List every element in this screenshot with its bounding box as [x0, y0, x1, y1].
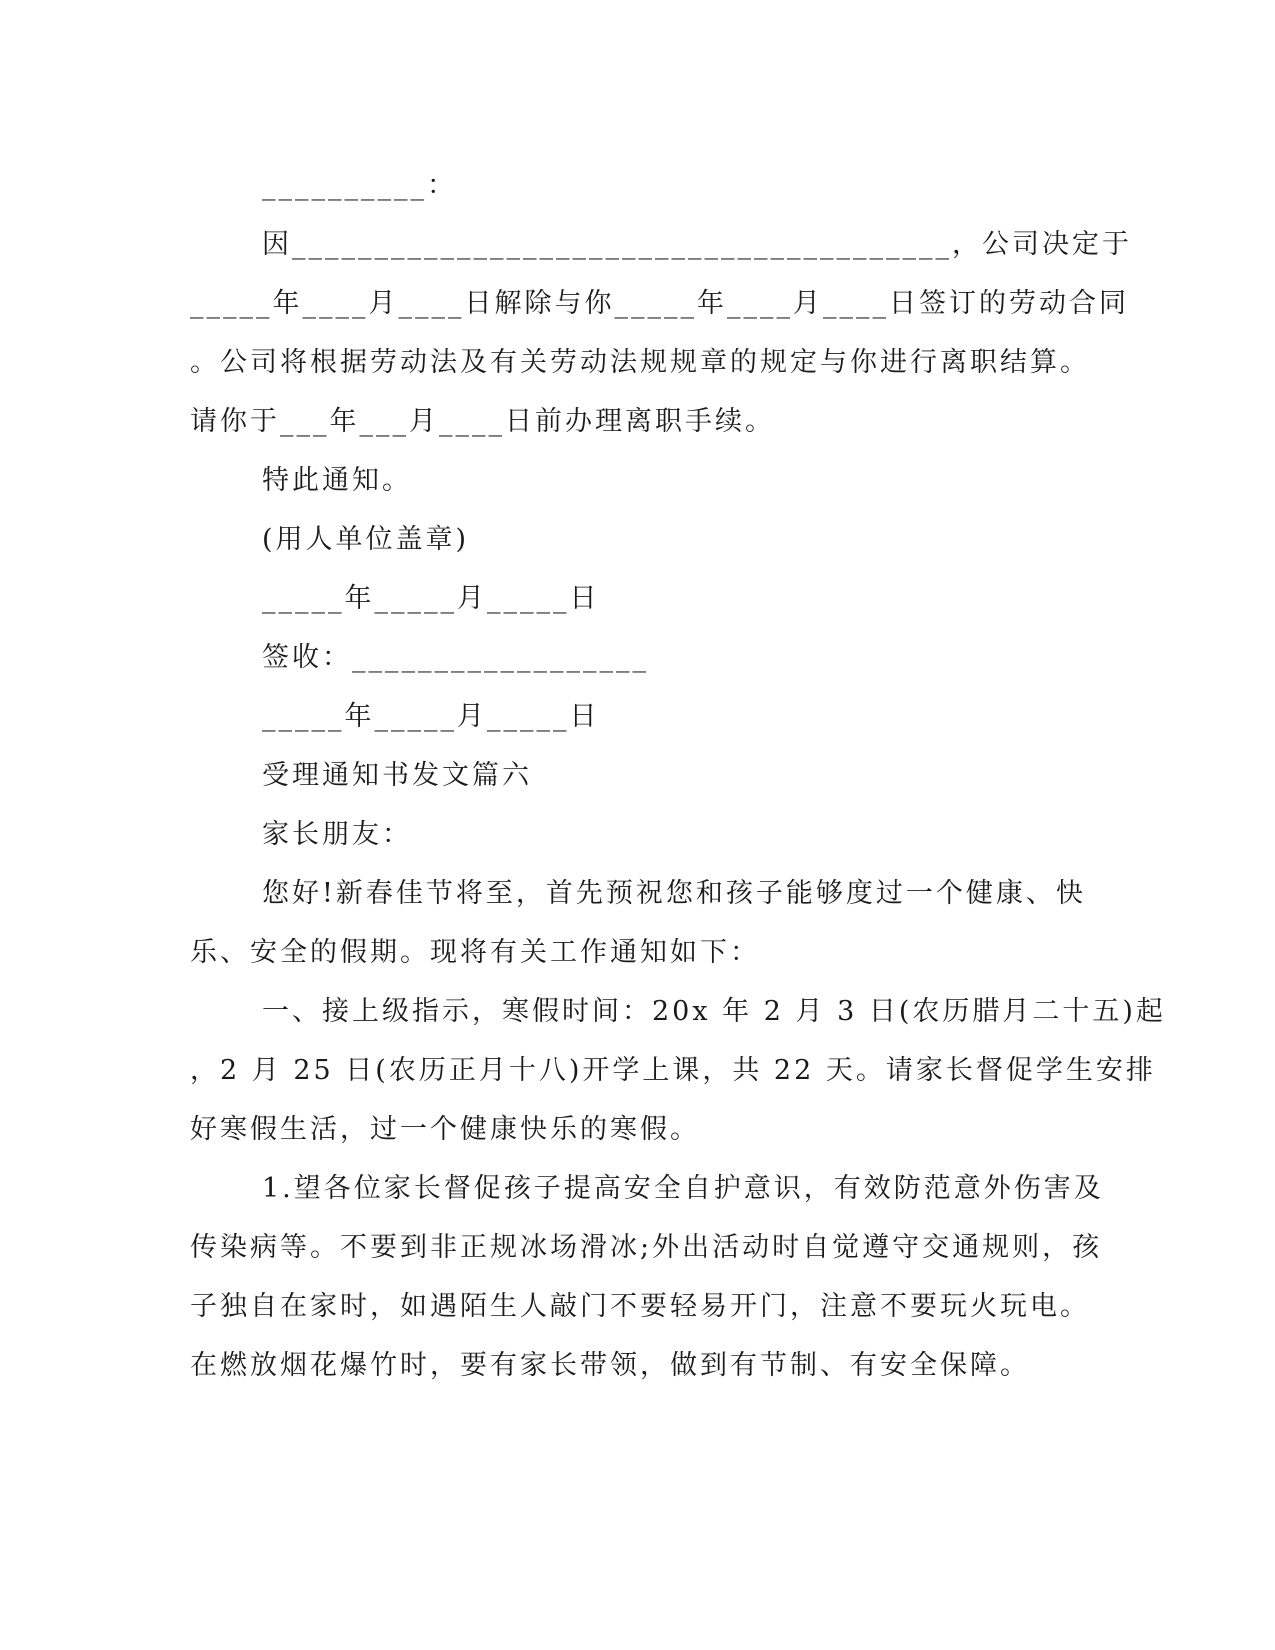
body-line: _____年____月____日解除与你_____年____月____日签订的劳动合同	[190, 288, 1129, 319]
paragraph-line: 乐、安全的假期。现将有关工作通知如下：	[190, 937, 760, 968]
closing-line: 特此通知。	[262, 465, 412, 496]
paragraph-line: 好寒假生活，过一个健康快乐的寒假。	[190, 1114, 700, 1145]
date-line: _____年_____月_____日	[262, 701, 600, 732]
date-line: _____年_____月_____日	[262, 583, 600, 614]
paragraph-line: 1.望各位家长督促孩子提高安全自护意识，有效防范意外伤害及	[262, 1173, 1104, 1204]
paragraph-line: 传染病等。不要到非正规冰场滑冰;外出活动时自觉遵守交通规则，孩	[190, 1232, 1103, 1263]
paragraph-line: 一、接上级指示，寒假时间：20x 年 2 月 3 日(农历腊月二十五)起	[262, 996, 1166, 1027]
body-line: 因________________________________________，公司决定于	[262, 229, 1132, 260]
section-heading: 受理通知书发文篇六	[262, 760, 532, 791]
paragraph-line: 子独自在家时，如遇陌生人敲门不要轻易开门，注意不要玩火玩电。	[190, 1291, 1090, 1322]
signature-line: 签收：__________________	[262, 642, 649, 673]
seal-line: (用人单位盖章)	[262, 524, 470, 555]
paragraph-line: 在燃放烟花爆竹时，要有家长带领，做到有节制、有安全保障。	[190, 1350, 1030, 1381]
addressee-line: __________：	[262, 170, 457, 201]
salutation-line: 家长朋友：	[262, 819, 412, 850]
body-line: 请你于___年___月____日前办理离职手续。	[190, 406, 775, 437]
paragraph-line: 您好!新春佳节将至，首先预祝您和孩子能够度过一个健康、快	[262, 878, 1086, 909]
paragraph-line: ，2 月 25 日(农历正月十八)开学上课，共 22 天。请家长督促学生安排	[190, 1055, 1156, 1086]
body-line: 。公司将根据劳动法及有关劳动法规规章的规定与你进行离职结算。	[190, 347, 1090, 378]
